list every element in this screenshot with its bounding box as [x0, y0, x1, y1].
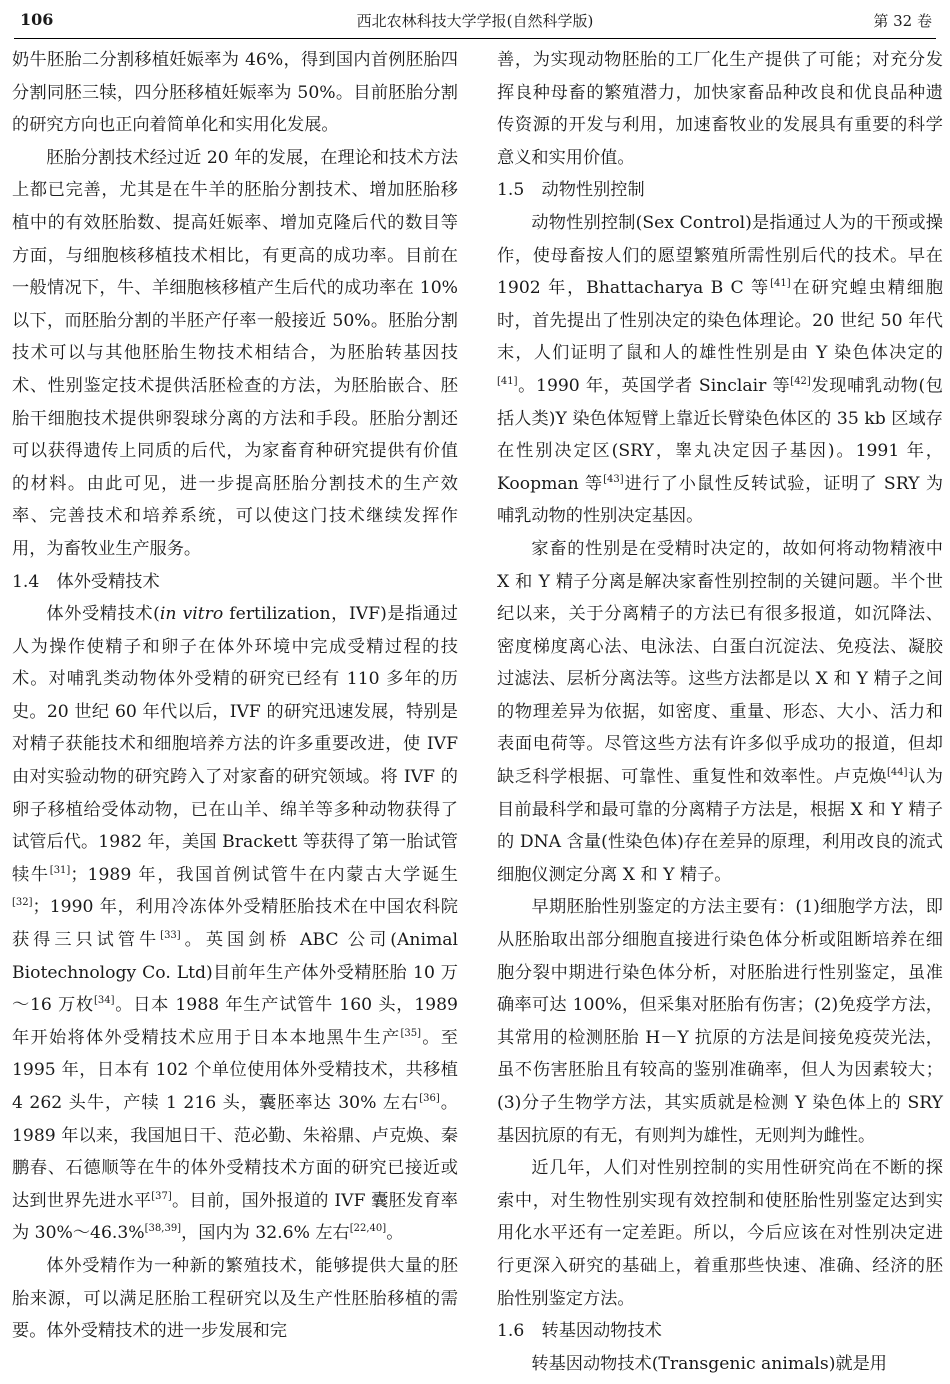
paragraph: 转基因动物技术(Transgenic animals)就是用: [531, 1353, 887, 1374]
citation: [41]: [497, 375, 518, 387]
citation: [36]: [419, 1093, 440, 1104]
volume-label: 第 32 卷: [873, 12, 932, 30]
citation: [33]: [160, 930, 181, 942]
paragraph: 善，为实现动物胚胎的工厂化生产提供了可能；对充分发挥良种母畜的繁殖潜力，加快家畜品种改良和优良品种遗传资源的开发与利用，加速畜牧业的发展具有重要的科学意义和实用价值。: [497, 50, 943, 168]
citation: [43]: [603, 473, 624, 485]
citation: [35]: [400, 1027, 421, 1039]
italic-term: in vitro: [159, 604, 224, 625]
citation: [32]: [12, 897, 33, 909]
paragraph: 近几年，人们对性别控制的实用性研究尚在不断的探索中，对生物性别实现有效控制和使胚胎性别鉴定达到实用化水平还有一定差距。所以，今后应该在对性别决定进行更深入研究的基础上，着重那些快速、准确、经济的胚胎性别鉴定方法。: [497, 1158, 943, 1309]
citation: [42]: [790, 375, 811, 387]
citation: [34]: [93, 995, 115, 1007]
page-number: 106: [20, 10, 54, 29]
paragraph: 体外受精作为一种新的繁殖技术，能够提供大量的胚胎来源，可以满足胚胎工程研究以及生产性胚胎移植的需要。体外受精技术的进一步发展和完: [12, 1255, 458, 1342]
paragraph: 体外受精技术(in vitro fertilization，IVF)是指通过人为操作使精子和卵子在体外环境中完成受精过程的技术。对哺乳类动物体外受精的研究已经有 110 多年的历史。20 世纪 60 年代以后，IVF 的研究迅速发展，特别是对精子获能技术和细胞培养方法的许多重要改进，使 IVF 由对实验动物的研究跨入了对家畜的研究领域。将 IVF 的卵子移植给受体动物，已在山羊、绵羊等多种动物获得了试管后代。1982 年，美国 Brackett 等获得了第一胎试管犊牛[31]；1989 年，我国首例试管牛在内蒙古大学诞生[32]；1990 年，利用冷冻体外受精胚胎技术在中国农科院获得三只试管牛[33]。英国剑桥 ABC 公司(Animal Biotechnology Co. Ltd)目前年生产体外受精胚胎 10 万～16 万枚[34]。日本 1988 年生产试管牛 160 头，1989 年开始将体外受精技术应用于日本本地黑牛生产[35]。至 1995 年，日本有 102 个单位使用体外受精技术，共移植 4 262 头牛，产犊 1 216 头，囊胚率达 30% 左右[36]。1989 年以来，我国旭日干、范必勤、朱裕鼎、卢克焕、秦鹏春、石德顺等在牛的体外受精技术方面的研究已接近或达到世界先进水平[37]。目前，国外报道的 IVF 囊胚发育率为 30%～46.3%[38,39]，国内为 32.6% 左右[22,40]。: [12, 604, 458, 1244]
citation: [37]: [151, 1190, 172, 1202]
running-header: [14, 0, 936, 39]
citation: [41]: [770, 278, 791, 290]
paragraph: 早期胚胎性别鉴定的方法主要有：(1)细胞学方法，即从胚胎取出部分细胞直接进行染色体分析或阻断培养在细胞分裂中期进行染色体分析，对胚胎进行性别鉴定，虽准确率可达 100%，但采集对胚胎有伤害；(2)免疫学方法，其常用的检测胚胎 H－Y 抗原的方法是间接免疫荧光法，虽不伤害胚胎且有较高的鉴别准确率，但人为因素较大；(3)分子生物学方法，其实质就是检测 Y 染色体上的 SRY 基因抗原的有无，有则判为雄性，无则判为雌性。: [497, 897, 943, 1146]
left-column: [12, 44, 458, 1348]
section-heading-1-5: 1.5 动物性别控制: [497, 180, 645, 201]
citation: [31]: [49, 864, 71, 876]
section-heading-1-6: 1.6 转基因动物技术: [497, 1321, 662, 1342]
citation: [44]: [887, 767, 908, 779]
right-column: [497, 44, 943, 1380]
paragraph: 家畜的性别是在受精时决定的，故如何将动物精液中 X 和 Y 精子分离是解决家畜性别控制的关键问题。半个世纪以来，关于分离精子的方法已有很多报道，如沉降法、密度梯度离心法、电泳法、白蛋白沉淀法、免疫法、凝胶过滤法、层析分离法等。这些方法都是以 X 和 Y 精子之间的物理差异为依据，如密度、重量、形态、大小、活力和表面电荷等。尽管这些方法有许多似乎成功的报道，但却缺乏科学根据、可靠性、重复性和效率性。卢克焕[44]认为目前最科学和最可靠的分离精子方法是，根据 X 和 Y 精子的 DNA 含量(性染色体)存在差异的原理，利用改良的流式细胞仪测定分离 X 和 Y 精子。: [497, 538, 943, 885]
citation: [38,39]: [144, 1223, 182, 1235]
section-heading-1-4: 1.4 体外受精技术: [12, 571, 160, 592]
paragraph: 动物性别控制(Sex Control)是指通过人为的干预或操作，使母畜按人们的愿望繁殖所需性别后代的技术。早在 1902 年，Bhattacharya B C 等[41]在研究蝗虫精细胞时，首先提出了性别决定的染色体理论。20 世纪 50 年代末，人们证明了鼠和人的雄性性别是由 Y 染色体决定的[41]。1990 年，英国学者 Sinclair 等[42]发现哺乳动物(包括人类)Y 染色体短臂上靠近长臂染色体区的 35 kb 区域存在性别决定区(SRY，睾丸决定因子基因)。1991 年，Koopman 等[43]进行了小鼠性反转试验，证明了 SRY 为哺乳动物的性别决定基因。: [497, 212, 944, 527]
journal-title: 西北农林科技大学学报(自然科学版): [356, 12, 594, 30]
paragraph: 奶牛胚胎二分割移植妊娠率为 46%，得到国内首例胚胎四分割同胚三犊，四分胚移植妊娠率为 50%。目前胚胎分割的研究方向也正向着简单化和实用化发展。: [12, 50, 458, 136]
citation: [22,40]: [349, 1223, 387, 1235]
paragraph: 胚胎分割技术经过近 20 年的发展，在理论和技术方法上都已完善，尤其是在牛羊的胚胎分割技术、增加胚胎移植中的有效胚胎数、提高妊娠率、增加克隆后代的数目等方面，与细胞核移植技术相比，有更高的成功率。目前在一般情况下，牛、羊细胞核移植产生后代的成功率在 10% 以下，而胚胎分割的半胚产仔率一般接近 50%。胚胎分割技术可以与其他胚胎生物技术相结合，为胚胎转基因技术、性别鉴定技术提供活胚检查的方法，为胚胎嵌合、胚胎干细胞技术提供卵裂球分离的方法和手段。胚胎分割还可以获得遗传上同质的后代，为家畜育种研究提供有价值的材料。由此可见，进一步提高胚胎分割技术的生产效率、完善技术和培养系统，可以使这门技术继续发挥作用，为畜牧业生产服务。: [12, 147, 458, 559]
